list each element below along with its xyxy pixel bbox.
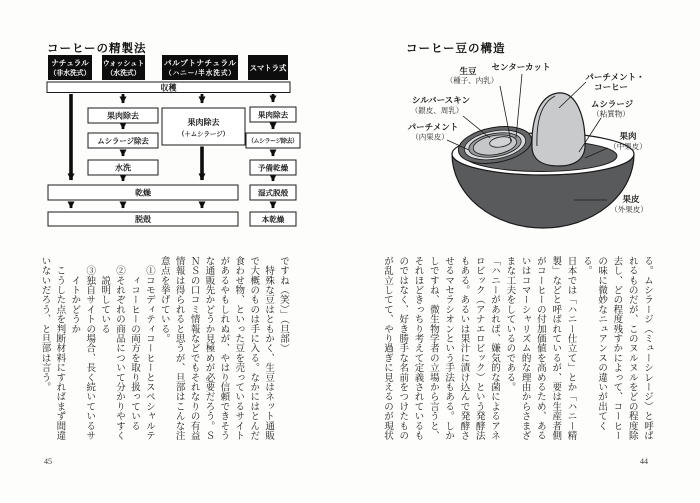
header-pulped-natural: パルプトナチュラル: [164, 58, 236, 68]
label-peel: 果皮: [622, 194, 640, 204]
right-section-title: コーヒー豆の構造: [406, 43, 506, 55]
text-column: いはコマーシャリズム的な理由からさまざ: [519, 256, 530, 441]
header-natural: ナチュラル: [51, 58, 89, 68]
header-washed-sub: （水洗式）: [106, 70, 141, 77]
text-column: しですね、微生物学者の立場から言うと、: [427, 256, 438, 441]
label-mucilage-sub: （粘質物）: [592, 109, 630, 119]
text-column: いないだろう、と旦部は言う。: [39, 256, 50, 392]
label-center-cut: センターカット: [491, 62, 551, 72]
right-page-body: [381, 256, 654, 444]
text-column: 製」などと呼ばれているが、要は生産者側: [550, 256, 561, 441]
text-column: 「ハニーがあれば、嫌気的な菌によるアネ: [489, 256, 500, 441]
text-column: ③独自サイトの場合、長く続いているサ: [84, 256, 95, 441]
text-column: れるものだが、このヌルヌルをどの程度除: [626, 256, 637, 441]
step-mucilage-removal-optional: （ムシラージ除去）: [248, 139, 298, 145]
step-mucilage-removal: ムシラージ除去: [97, 136, 149, 146]
label-green-bean: 生豆: [459, 66, 477, 76]
header-sumatra: スマトラ式: [249, 63, 287, 73]
label-silver-skin-sub: （銀皮、周乳）: [410, 106, 464, 115]
header-pulped-natural-sub: （ハニー/半水洗式）: [165, 70, 235, 77]
label-parchment: パーチメント: [407, 122, 459, 132]
flowchart-headers: [48, 55, 288, 80]
label-parchment-coffee-2: コーヒー: [594, 82, 628, 92]
step-drying: 乾燥: [135, 188, 151, 198]
left-page-body: [38, 256, 290, 444]
standing-bean: [532, 93, 585, 166]
text-column: もある。あるいは果汁に漬け込んで発酵さ: [458, 256, 469, 441]
label-green-bean-sub: （種子、内乳）: [445, 76, 499, 85]
label-parchment-sub: （内果皮）: [411, 132, 449, 142]
step-wet-hulling: 湿式脱殻: [257, 188, 289, 198]
step-harvest: 収穫: [160, 83, 177, 93]
text-column: な通販先かどうか見極めが必要だろう。Ｓ: [203, 256, 214, 441]
text-column: 去し、どの程度残すかによって、コーヒー: [611, 256, 622, 441]
text-column: 特殊な豆はともかく、生豆はネット通販: [263, 256, 274, 441]
text-column: る。ムシラージ（ミューシレージ）と呼ば: [642, 256, 652, 441]
text-column: こうした点を判断材料にすればまず間違: [54, 256, 65, 441]
step-pulp-removal-sumatra: 果肉除去: [257, 110, 289, 120]
text-column: 日本では「ハニー仕立て」とか「ハニー精: [565, 256, 576, 441]
text-column: ですね（笑）」（旦部）: [278, 256, 288, 354]
text-column: が乱立してて、やり過ぎに見えるのが現状: [381, 256, 392, 441]
text-column: まな工夫をしているのである。: [504, 256, 515, 392]
step-pulp-removal-pulped: 果肉除去: [187, 118, 220, 127]
step-pre-drying: 予備乾燥: [257, 163, 289, 173]
text-column: イトかどうか: [69, 256, 80, 334]
text-column: それほどきっちり考えて定義されているも: [412, 256, 423, 441]
left-section-title: コーヒーの精製法: [47, 43, 147, 55]
label-mucilage: ムシラージ: [590, 99, 634, 109]
text-column: の味に微妙なニュアンスの違いが出てくる。: [580, 256, 607, 431]
text-column: がコーヒーの付加価値を高めるため、ある: [534, 256, 545, 441]
text-column: せるマセラシオンという手法もある。しか: [443, 256, 454, 441]
step-water-wash: 水洗: [115, 163, 131, 173]
label-silver-skin: シルバースキン: [411, 95, 471, 105]
page-number-right: 44: [640, 457, 648, 466]
step-pulp-removal-washed: 果肉除去: [107, 111, 139, 121]
label-peel-sub: （外果皮）: [610, 205, 648, 214]
label-pulp-sub: （中果皮）: [609, 142, 647, 151]
step-final-drying: 本乾燥: [261, 215, 285, 224]
processing-flowchart: [45, 52, 305, 234]
text-column: ィコーヒーの両方を取り扱っている: [128, 256, 139, 431]
header-natural-sub: （非水洗式）: [49, 70, 91, 77]
step-pulp-removal-pulped-sub: （＋ムシラージ）: [178, 131, 229, 138]
text-column: ②それぞれの商品について分かりやすく: [114, 256, 125, 441]
step-hulling: 脱殻: [135, 215, 151, 224]
label-pulp: 果肉: [619, 131, 637, 141]
text-column: ロビック（アナエロビック）という発酵法: [473, 256, 484, 441]
text-column: 食わせ物、といった豆を売っているサイト: [233, 256, 244, 441]
text-column: ①コモディティコーヒーとスペシャルテ: [143, 256, 154, 441]
header-washed: ウォッシュト: [102, 60, 145, 68]
text-column: で大概のものは手に入る。なかにはとんだ: [248, 256, 259, 441]
text-column: があるやもしれぬが、やはり信頼できそう: [218, 256, 229, 441]
text-column: のではなく、好き勝手な名前をつけたもの: [397, 256, 408, 441]
page-number-left: 45: [44, 457, 52, 466]
text-column: 意点を挙げている。: [158, 256, 169, 344]
text-column: 説明している: [99, 256, 110, 334]
label-parchment-coffee-1: パーチメント・: [585, 72, 645, 82]
text-column: 情報は得られると思うが、旦部はこんな注: [173, 256, 184, 441]
bean-structure-diagram: [395, 50, 685, 250]
text-column: ＮＳの口コミ情報などでもそれなりの有益: [188, 256, 199, 441]
